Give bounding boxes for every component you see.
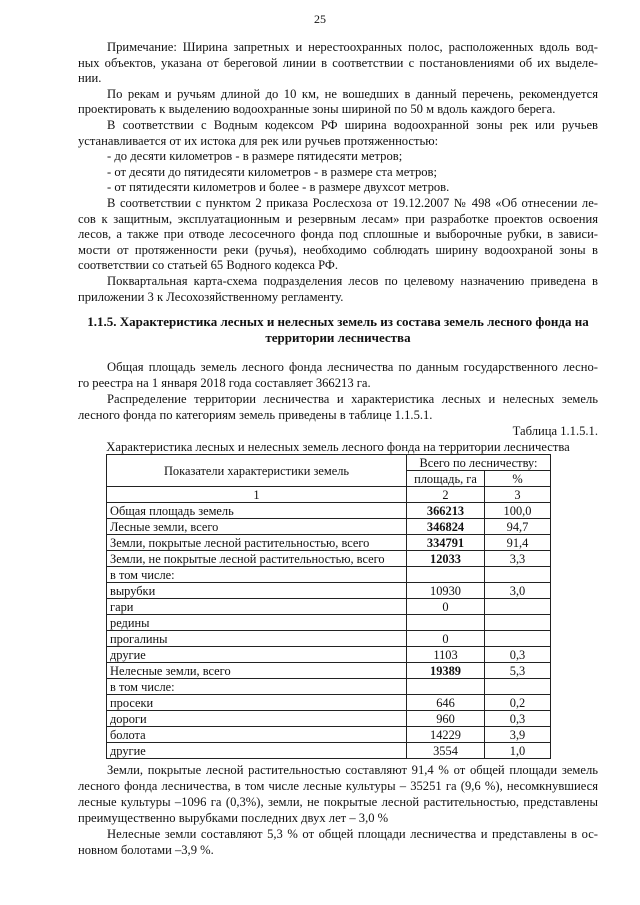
table-column-numbers-row [107,487,551,503]
row-percent [485,679,551,695]
paragraph-line: соответствии со статьей 65 Водного кодекса РФ. [78,258,338,273]
list-item: - от пятидесяти километров и более - в размере двухсот метров. [107,180,450,195]
row-label: просеки [107,695,407,711]
row-percent: 1,0 [485,743,551,759]
row-area: 12033 [407,551,485,567]
table-row [107,663,551,679]
table-row [107,583,551,599]
row-area [407,567,485,583]
table-row [107,711,551,727]
section-heading [78,314,598,346]
column-number: 2 [407,487,485,503]
column-number: 1 [107,487,407,503]
row-percent: 91,4 [485,535,551,551]
list-item: - до десяти километров - в размере пятидесяти метров; [107,149,403,164]
row-percent [485,615,551,631]
table-row [107,631,551,647]
row-percent: 3,0 [485,583,551,599]
row-percent [485,599,551,615]
row-label: Общая площадь земель [107,503,407,519]
row-area [407,615,485,631]
table-row [107,695,551,711]
table-row [107,743,551,759]
paragraph-line: лесного фонда лесничества, в том числе лесные культуры – 35251 га (9,6 %), несомкнувшиеся [78,779,598,793]
table-row [107,727,551,743]
section-heading-line: территории лесничества [265,330,411,345]
paragraph-line: В соответствии с пунктом 2 приказа Рослесхоза от 19.12.2007 № 498 «Об отнесении ле- [107,195,598,210]
table-row [107,647,551,663]
table-row [107,567,551,583]
paragraph-line: проектировать к выделению водоохранные зоны шириной по 50 м вдоль каждого берега. [78,102,556,117]
page-number: 25 [314,12,326,26]
table-caption: Характеристика лесных и нелесных земель лесного фонда на территории лесничества [106,440,570,454]
row-area: 346824 [407,519,485,535]
row-area: 334791 [407,535,485,551]
paragraph-line: лесного фонда по категориям земель приведены в таблице 1.1.5.1. [78,408,433,422]
row-label: Нелесные земли, всего [107,663,407,679]
row-area: 366213 [407,503,485,519]
list-item: - от десяти до пятидесяти километров - в размере ста метров; [107,164,437,179]
paragraph-line: ных объектов, указана от береговой линии в соответствии с постановлениями об их выделе- [78,55,598,70]
header-area: площадь, га [407,471,485,487]
paragraph-line: лесные культуры –1096 га (0,3%), земли, не покрытые лесной растительностью, представлены [78,795,598,809]
row-label: дороги [107,711,407,727]
paragraph-line: Примечание: Ширина запретных и нерестоохранных полос, расположенных вдоль вод- [107,40,598,54]
row-label: вырубки [107,583,407,599]
row-percent: 5,3 [485,663,551,679]
paragraph-line: нии. [78,71,102,86]
paragraph-line: приложении 3 к Лесохозяйственному регламенту. [78,289,344,304]
paragraph-line: В соответствии с Водным кодексом РФ ширина водоохранной зоны рек или ручьев [107,117,598,132]
paragraph-line: Поквартальная карта-схема подразделения лесов по целевому назначению приведена в [107,273,598,288]
row-label: Земли, не покрытые лесной растительностью, всего [107,551,407,567]
paragraph-line: устанавливается от их истока для рек или ручьев протяженностью: [78,133,439,148]
row-percent [485,567,551,583]
paragraph-line: Общая площадь земель лесного фонда лесничества по данным государственного лесно- [107,360,598,374]
paragraph-line: Распределение территории лесничества и характеристика лесных и нелесных земель [107,392,598,406]
row-area: 10930 [407,583,485,599]
row-percent: 100,0 [485,503,551,519]
row-area: 3554 [407,743,485,759]
paragraph-line: го реестра на 1 января 2018 года составляет 366213 га. [78,376,371,390]
row-percent [485,631,551,647]
section-heading-line: 1.1.5. Характеристика лесных и нелесных земель из состава земель лесного фонда на [87,314,589,329]
paragraph-line: мости от протяженности реки (ручья), необходимо соблюдать ширину водоохраной зоны в [78,242,598,257]
row-label: Земли, покрытые лесной растительностью, всего [107,535,407,551]
row-label: редины [107,615,407,631]
row-label: гари [107,599,407,615]
header-percent: % [485,471,551,487]
row-label: в том числе: [107,679,407,695]
table-row [107,599,551,615]
row-area [407,679,485,695]
header-total-group: Всего по лесничеству: [407,455,551,471]
row-area: 646 [407,695,485,711]
paragraph-line: Нелесные земли составляют 5,3 % от общей площади лесничества и представлены в ос- [107,827,598,841]
row-percent: 3,3 [485,551,551,567]
row-label: другие [107,743,407,759]
row-area: 0 [407,599,485,615]
row-area: 14229 [407,727,485,743]
table-row [107,535,551,551]
top-text-section [78,40,598,305]
intro-text-section [78,359,598,455]
table-row [107,519,551,535]
row-label: другие [107,647,407,663]
table-row [107,615,551,631]
summary-text-section [78,762,598,858]
row-label: болота [107,727,407,743]
paragraph-line: новном болотами –3,9 %. [78,843,214,857]
row-area: 19389 [407,663,485,679]
table-row [107,679,551,695]
row-area: 960 [407,711,485,727]
table-row [107,551,551,567]
table-header-row [107,455,551,471]
row-label: в том числе: [107,567,407,583]
paragraph-line: сов к защитным, эксплуатационным и резервным лесам» при разработке проектов освоения [78,211,598,226]
land-characteristics-table [106,454,551,759]
table-number-label: Таблица 1.1.5.1. [512,424,598,438]
paragraph-line: По рекам и ручьям длиной до 10 км, не вошедших в данный перечень, рекомендуется [107,86,598,101]
paragraph-line: лесов, а также при отводе лесосечного фонда под сплошные и выборочные рубки, в зависи- [78,227,598,242]
row-percent: 0,3 [485,711,551,727]
row-label: Лесные земли, всего [107,519,407,535]
row-percent: 3,9 [485,727,551,743]
row-percent: 0,3 [485,647,551,663]
row-percent: 94,7 [485,519,551,535]
row-area: 0 [407,631,485,647]
paragraph-line: преимущественно вырубками последних двух лет – 3,0 % [78,811,389,825]
row-label: прогалины [107,631,407,647]
paragraph-line: Земли, покрытые лесной растительностью составляют 91,4 % от общей площади земель [107,763,598,777]
column-number: 3 [485,487,551,503]
table-row [107,503,551,519]
header-indicators: Показатели характеристики земель [107,455,407,487]
row-area: 1103 [407,647,485,663]
row-percent: 0,2 [485,695,551,711]
